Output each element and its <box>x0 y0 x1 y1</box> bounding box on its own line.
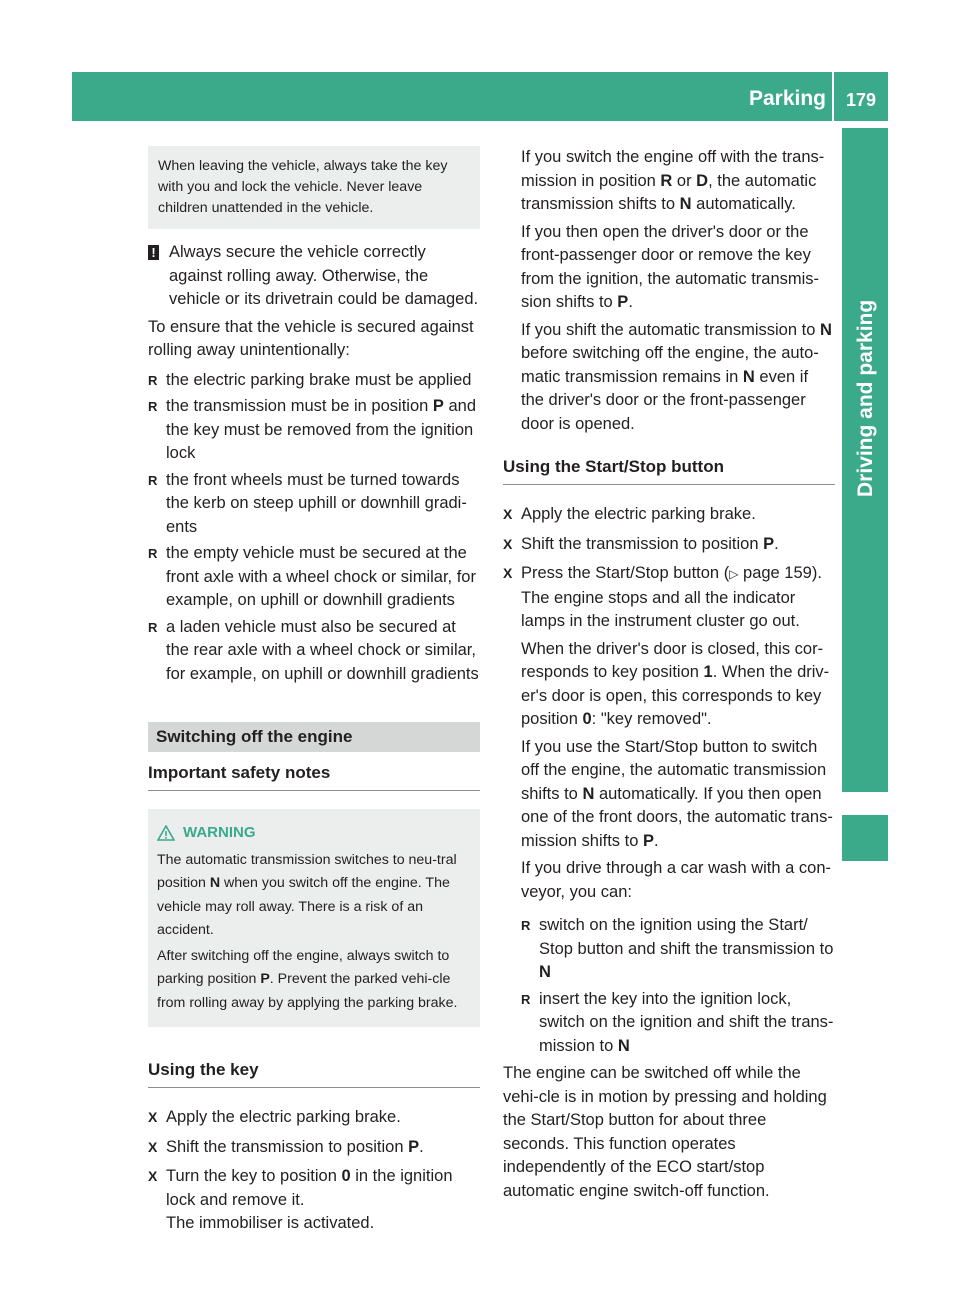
warning-paragraph-2: After switching off the engine, always switch to parking position P. Prevent the parked vehi-cle from rolling away by applying the parking brake. <box>157 947 458 1011</box>
list-item: X Apply the electric parking brake. <box>503 503 835 527</box>
secure-bullet-list <box>148 369 480 687</box>
subhead-using-key: Using the key <box>148 1057 480 1088</box>
paragraph: If you shift the automatic transmission to N before switching off the engine, the auto-matic transmission remains in N even if the driver's door or the front-passenger door is opened. <box>521 320 832 433</box>
bullet-r-icon: R <box>148 372 158 388</box>
page-header-title: Parking <box>748 87 826 110</box>
step-x-icon: X <box>148 1138 158 1155</box>
right-intro-block <box>521 146 835 436</box>
list-item: X Shift the transmission to position P. <box>148 1136 480 1160</box>
warning-triangle-icon <box>157 825 175 841</box>
caution-note <box>148 241 480 312</box>
list-item: X Turn the key to position 0 in the ignition lock and remove it. The immobiliser is activated. <box>148 1165 480 1236</box>
key-steps-list <box>148 1106 480 1236</box>
step-x-icon: X <box>503 535 513 552</box>
header-divider <box>832 72 834 121</box>
paragraph: If you then open the driver's door or the front-passenger door or remove the key from the ignition, the automatic transmis-sion shifts to P. <box>521 222 820 311</box>
right-column <box>503 146 835 1207</box>
page-number: 179 <box>845 90 877 110</box>
step-x-icon: X <box>148 1168 158 1184</box>
step-x-icon: X <box>503 565 513 581</box>
step-x-icon: X <box>503 506 513 522</box>
bullet-r-icon: R <box>148 546 158 561</box>
subhead-start-stop: Using the Start/Stop button <box>503 454 835 485</box>
list-item: R a laden vehicle must also be secured at the rear axle with a wheel chock or similar, for example, on uphill or downhill gradients <box>148 616 480 687</box>
page-ref-arrow-icon: ▷ <box>729 567 739 581</box>
left-column <box>148 146 480 1242</box>
warning-paragraph-1: The automatic transmission switches to neu-tral position N when you switch off the engine. The vehicle may roll away. There is a risk of an accident. <box>157 851 457 938</box>
list-item: X Press the Start/Stop button (▷ page 159). The engine stops and all the indicator lamps in the instrument cluster go out. When the driver's door is closed, this cor-responds to key position 1. When the driv-er's door is open, this corresponds to key position 0: "key removed". If you use the Start/Stop button to switch off the engine, the automatic transmission shifts to N automatically. If you then open one of the front doors, the automatic trans-mission shifts to P. If you drive through a car wash with a con-veyor, you can: <box>503 562 835 908</box>
chapter-side-label: Driving and parking <box>854 299 877 497</box>
list-item: R switch on the ignition using the Start/ Stop button and shift the transmission to N <box>521 914 835 985</box>
warning-box <box>148 809 480 1027</box>
info-note-text: When leaving the vehicle, always take the key with you and lock the vehicle. Never leave children unattended in the vehicle. <box>158 158 448 216</box>
paragraph: If you switch the engine off with the trans-mission in position R or D, the automatic transmission shifts to N automatically. <box>521 148 825 213</box>
chapter-marker-square <box>842 815 888 861</box>
car-wash-bullet-list <box>521 914 835 1058</box>
list-item: R the electric parking brake must be applied <box>148 369 480 393</box>
list-item: R the transmission must be in position P and the key must be removed from the ignition lock <box>148 395 480 466</box>
final-paragraph: The engine can be switched off while the vehi-cle is in motion by pressing and holding the Start/Stop button for about three seconds. This function operates independently of the ECO start/stop automatic engine switch-off function. <box>503 1064 827 1200</box>
warning-header <box>157 821 472 845</box>
intro-paragraph: To ensure that the vehicle is secured against rolling away unintentionally: <box>148 317 474 359</box>
list-item: R the empty vehicle must be secured at the front axle with a wheel chock or similar, for example, on uphill or downhill gradients <box>148 542 480 613</box>
subhead-safety-notes: Important safety notes <box>148 760 480 791</box>
bullet-r-icon: R <box>521 991 531 1007</box>
list-item: R the front wheels must be turned towards the kerb on steep uphill or downhill gradi-ents <box>148 469 480 540</box>
list-item: X Shift the transmission to position P. <box>503 533 835 557</box>
bullet-r-icon: R <box>521 918 531 933</box>
caution-text: Always secure the vehicle correctly against rolling away. Otherwise, the vehicle or its drivetrain could be damaged. <box>169 243 479 308</box>
caution-icon: ! <box>148 245 159 260</box>
list-item: X Apply the electric parking brake. <box>148 1106 480 1130</box>
bullet-r-icon: R <box>148 472 158 488</box>
bullet-r-icon: R <box>148 399 158 414</box>
step-x-icon: X <box>148 1109 158 1125</box>
bullet-r-icon: R <box>148 619 158 635</box>
list-item: R insert the key into the ignition lock, switch on the ignition and shift the trans-mission to N <box>521 988 835 1059</box>
info-note <box>148 146 480 229</box>
warning-title: WARNING <box>183 824 256 841</box>
section-title: Switching off the engine <box>148 722 480 752</box>
start-stop-steps-list <box>503 503 835 908</box>
